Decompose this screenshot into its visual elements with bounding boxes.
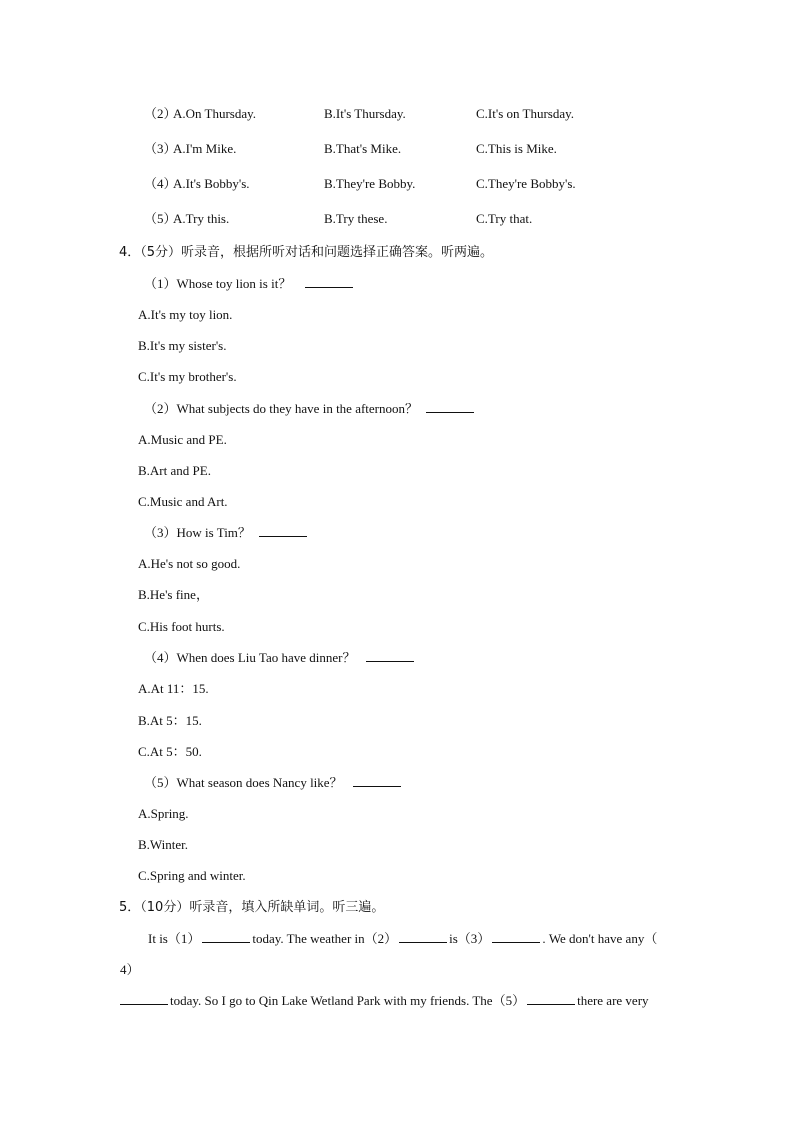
question-text: （4）When does Liu Tao have dinner？ bbox=[144, 650, 356, 665]
cloze-blank-3[interactable] bbox=[492, 931, 540, 943]
option-c: C.They're Bobby's. bbox=[476, 176, 576, 191]
answer-option: B.At 5：15. bbox=[138, 713, 202, 728]
question-number: （5） bbox=[144, 211, 177, 226]
answer-blank[interactable] bbox=[259, 525, 307, 537]
answer-option: B.It's my sister's. bbox=[138, 338, 227, 353]
cloze-blank-2[interactable] bbox=[399, 931, 447, 943]
cloze-text: . We don't have any（ bbox=[542, 931, 658, 946]
option-b: B.They're Bobby. bbox=[324, 176, 416, 191]
answer-blank[interactable] bbox=[305, 276, 353, 288]
question-text: （1）Whose toy lion is it？ bbox=[144, 276, 292, 291]
cloze-blank-5[interactable] bbox=[527, 993, 575, 1005]
section4-heading: 4．（5分）听录音，根据所听对话和问题选择正确答案。听两遍。 bbox=[119, 245, 494, 260]
answer-option: C.Spring and winter. bbox=[138, 868, 246, 883]
cloze-text: today. So I go to Qin Lake Wetland Park with my friends. The（5） bbox=[170, 993, 526, 1008]
option-b: B.That's Mike. bbox=[324, 141, 402, 156]
option-c: C.It's on Thursday. bbox=[476, 106, 575, 121]
answer-option: B.Winter. bbox=[138, 837, 189, 852]
option-a: A.Try this. bbox=[173, 211, 230, 226]
option-a: A.It's Bobby's. bbox=[173, 176, 250, 191]
answer-option: B.Art and PE. bbox=[138, 463, 211, 478]
answer-option: A.At 11：15. bbox=[138, 681, 209, 696]
cloze-line-1 bbox=[148, 931, 657, 947]
question-number: （3） bbox=[144, 141, 177, 156]
answer-blank[interactable] bbox=[366, 650, 414, 662]
option-b: B.It's Thursday. bbox=[324, 106, 406, 121]
answer-option: A.It's my toy lion. bbox=[138, 307, 233, 322]
question-prompt bbox=[144, 276, 355, 292]
question-number: （2） bbox=[144, 106, 177, 121]
question-number: （4） bbox=[144, 176, 177, 191]
cloze-text: It is（1） bbox=[148, 931, 201, 946]
option-a: A.I'm Mike. bbox=[173, 141, 237, 156]
answer-option: C.At 5：50. bbox=[138, 744, 202, 759]
question-prompt bbox=[144, 650, 416, 666]
option-b: B.Try these. bbox=[324, 211, 388, 226]
answer-blank[interactable] bbox=[353, 775, 401, 787]
answer-option: C.It's my brother's. bbox=[138, 369, 237, 384]
answer-blank[interactable] bbox=[426, 401, 474, 413]
question-text: （5）What season does Nancy like？ bbox=[144, 775, 343, 790]
question-prompt bbox=[144, 525, 309, 541]
question-prompt bbox=[144, 775, 403, 791]
cloze-text: there are very bbox=[577, 993, 649, 1008]
cloze-line-3 bbox=[120, 993, 649, 1009]
answer-option: C.Music and Art. bbox=[138, 494, 228, 509]
option-c: C.This is Mike. bbox=[476, 141, 557, 156]
option-a: A.On Thursday. bbox=[173, 106, 257, 121]
section5-heading: 5．（10分）听录音，填入所缺单词。听三遍。 bbox=[119, 900, 385, 915]
cloze-text: today. The weather in（2） bbox=[252, 931, 398, 946]
question-text: （2）What subjects do they have in the afternoon？ bbox=[144, 401, 419, 416]
answer-option: B.He's fine， bbox=[138, 587, 209, 602]
question-text: （3）How is Tim？ bbox=[144, 525, 251, 540]
answer-option: A.Spring. bbox=[138, 806, 189, 821]
cloze-line-2: 4） bbox=[120, 962, 140, 977]
answer-option: A.He's not so good. bbox=[138, 556, 241, 571]
answer-option: C.His foot hurts. bbox=[138, 619, 225, 634]
cloze-blank-4[interactable] bbox=[120, 993, 168, 1005]
cloze-text: is（3） bbox=[449, 931, 491, 946]
option-c: C.Try that. bbox=[476, 211, 533, 226]
answer-option: A.Music and PE. bbox=[138, 432, 227, 447]
question-prompt bbox=[144, 401, 476, 417]
cloze-blank-1[interactable] bbox=[202, 931, 250, 943]
